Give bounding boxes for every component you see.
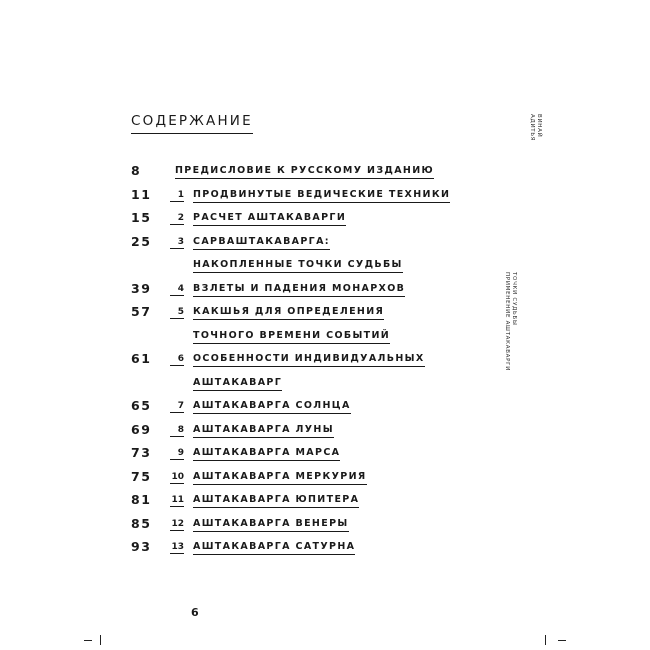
- crop-mark: [100, 635, 101, 645]
- toc-entry: [0, 304, 650, 341]
- toc-entry: [0, 186, 650, 205]
- toc-chapter-title[interactable]: ПРЕДИСЛОВИЕ К РУССКОМУ ИЗДАНИЮ: [175, 165, 434, 179]
- toc-page-number: 8: [131, 163, 142, 178]
- author-line-1: ВИНАЙ: [536, 114, 542, 138]
- contents-heading: СОДЕРЖАНИЕ: [131, 113, 253, 134]
- crop-mark: [84, 640, 92, 641]
- toc-entry: [0, 212, 650, 228]
- toc-chapter-title[interactable]: ВЗЛЕТЫ И ПАДЕНИЯ МОНАРХОВ: [193, 283, 405, 297]
- toc-entry: [0, 421, 650, 440]
- toc-page-number: 25: [131, 233, 152, 249]
- toc-page-number: 73: [131, 445, 152, 460]
- book-title-line-1: ТОЧКИ СУДЬБЫ: [511, 272, 517, 326]
- toc-chapter-title[interactable]: ОСОБЕННОСТИ ИНДИВИДУАЛЬНЫХ: [193, 353, 425, 367]
- toc-entry: [0, 233, 650, 270]
- toc-chapter-title[interactable]: АШТАКАВАРГА ЛУНЫ: [193, 424, 334, 438]
- toc-entry: [0, 280, 650, 299]
- toc-chapter-number: 7: [170, 401, 184, 413]
- running-head-title: [503, 272, 517, 371]
- toc-chapter-title[interactable]: ПРОДВИНУТЫЕ ВЕДИЧЕСКИЕ ТЕХНИКИ: [193, 189, 450, 203]
- toc-page-number: 75: [131, 468, 152, 484]
- toc-entry: [0, 541, 650, 557]
- toc-entry: [0, 447, 650, 463]
- page-number: 6: [191, 606, 199, 619]
- toc-page-number: 15: [131, 210, 152, 225]
- toc-page-number: 85: [131, 515, 152, 531]
- toc-chapter-title[interactable]: АШТАКАВАРГА МАРСА: [193, 447, 340, 461]
- toc-chapter-number: 13: [171, 542, 184, 552]
- toc-chapter-title[interactable]: АШТАКАВАРГА СОЛНЦА: [193, 400, 351, 414]
- toc-page-number: 57: [131, 304, 152, 319]
- crop-mark: [545, 635, 546, 645]
- toc-entry: [0, 351, 650, 388]
- toc-entry: [0, 515, 650, 534]
- toc-entry: [0, 165, 650, 181]
- toc-chapter-number: 12: [171, 518, 184, 529]
- toc-chapter-title[interactable]: АШТАКАВАРГА ЮПИТЕРА: [193, 494, 359, 508]
- toc-entry: [0, 468, 650, 487]
- toc-chapter-title[interactable]: РАСЧЕТ АШТАКАВАРГИ: [193, 212, 346, 226]
- toc-chapter-title[interactable]: АШТАКАВАРГА МЕРКУРИЯ: [193, 471, 367, 485]
- book-title-line-2: ПРИМЕНЕНИЕ АШТАКАВАРГИ: [504, 272, 510, 372]
- toc-chapter-title[interactable]: САРВАШТАКАВАРГА:: [193, 236, 330, 250]
- toc-chapter-title[interactable]: АШТАКАВАРГА ВЕНЕРЫ: [193, 518, 349, 532]
- toc-chapter-title[interactable]: АШТАКАВАРГА САТУРНА: [193, 541, 355, 555]
- toc-chapter-title[interactable]: ТОЧНОГО ВРЕМЕНИ СОБЫТИЙ: [193, 330, 390, 344]
- toc-entry: [0, 400, 650, 416]
- toc-chapter-number: 4: [170, 284, 184, 296]
- crop-mark: [558, 640, 566, 641]
- toc-chapter-number: 5: [170, 307, 184, 319]
- toc-chapter-number: 6: [170, 354, 184, 366]
- toc-chapter-number: 10: [171, 471, 184, 482]
- toc-chapter-title[interactable]: АШТАКАВАРГ: [193, 377, 282, 391]
- toc-chapter-number: 3: [170, 237, 184, 249]
- author-line-2: АДИТЬЯ: [529, 114, 535, 142]
- toc-chapter-title[interactable]: КАКШЬЯ ДЛЯ ОПРЕДЕЛЕНИЯ: [193, 306, 384, 320]
- toc-page-number: 65: [131, 398, 152, 413]
- toc-page-number: 93: [131, 539, 152, 554]
- toc-chapter-number: 8: [170, 425, 184, 437]
- toc-page-number: 39: [131, 280, 152, 296]
- toc-chapter-number: 2: [170, 213, 184, 225]
- toc-entry: [0, 494, 650, 510]
- toc-chapter-number: 11: [171, 495, 184, 505]
- toc-chapter-number: 1: [170, 190, 184, 202]
- toc-page-number: 81: [131, 492, 152, 507]
- running-head-author: [528, 114, 542, 141]
- toc-page-number: 69: [131, 421, 152, 437]
- toc-chapter-number: 9: [170, 448, 184, 460]
- toc-chapter-title[interactable]: НАКОПЛЕННЫЕ ТОЧКИ СУДЬБЫ: [193, 259, 403, 273]
- toc-page-number: 61: [131, 351, 152, 366]
- toc-page-number: 11: [131, 186, 152, 202]
